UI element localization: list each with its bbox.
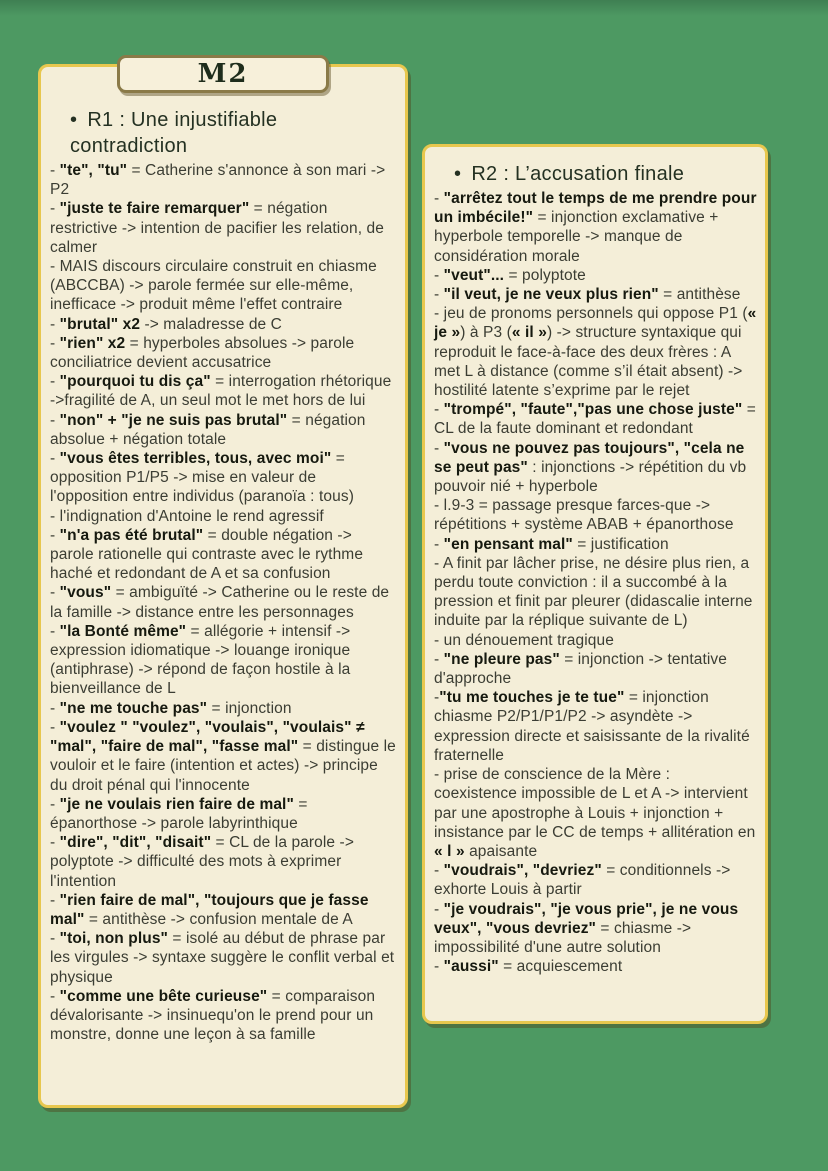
note-quote: "tu me touches je te tue" — [439, 689, 625, 707]
note-quote: "voudrais", "devriez" — [443, 862, 602, 880]
note-item — [434, 496, 757, 534]
note-text: apaisante — [464, 842, 538, 860]
card-r1-title — [50, 107, 397, 159]
note-text: = négation absolue + négation totale — [50, 411, 366, 448]
note-item — [50, 315, 397, 334]
note-quote: "pourquoi tu dis ça" — [59, 373, 211, 391]
note-item — [50, 411, 397, 449]
note-item — [434, 535, 757, 554]
card-r2 — [422, 144, 768, 1024]
note-text: - MAIS discours circulaire construit en chiasme (ABCCBA) -> parole fermée sur elle-même, inefficace -> produit même l'effet contraire — [50, 258, 377, 314]
note-item — [434, 554, 757, 631]
note-item — [434, 957, 757, 976]
note-quote: "trompé", "faute","pas une chose juste" — [443, 401, 743, 419]
note-item — [434, 650, 757, 688]
note-text: - — [50, 622, 60, 640]
note-quote: "te", "tu" — [59, 162, 128, 179]
note-text: - — [50, 334, 60, 352]
note-text: - — [50, 162, 60, 179]
note-text: = chiasme -> impossibilité d'une autre solution — [434, 919, 692, 956]
note-quote: "veut"... — [443, 266, 505, 284]
note-quote: "arrêtez tout le temps de me prendre pour un imbécile!" — [434, 190, 757, 227]
note-text: = CL de la faute dominant et redondant — [434, 401, 756, 438]
note-item — [50, 987, 397, 1045]
note-text: - — [50, 411, 60, 429]
note-item — [434, 861, 757, 899]
note-quote: "comme une bête curieuse" — [59, 987, 268, 1005]
card-r2-items — [434, 189, 757, 976]
note-text: = interrogation rhétorique ->fragilité de A, un seul mot le met hors de lui — [50, 373, 392, 410]
note-text: = injonction chiasme P2/P1/P1/P2 -> asyndète -> expression directe et saisissante de la rivalité fraternelle — [434, 689, 750, 764]
note-item — [434, 688, 757, 765]
note-item — [434, 765, 757, 861]
note-item — [50, 833, 397, 891]
note-text: = injonction — [207, 699, 292, 717]
note-text: - — [50, 891, 60, 909]
note-text: = isolé au début de phrase par les virgules -> syntaxe suggère le conflit verbal et physique — [50, 930, 395, 986]
note-quote: « il » — [511, 324, 547, 342]
note-item — [50, 334, 397, 372]
card-r2-title-text: R2 : L’accusation finale — [471, 163, 685, 185]
note-text: = conditionnels -> exhorte Louis à partir — [434, 862, 731, 899]
note-text: - — [50, 834, 60, 852]
note-text: - — [434, 286, 444, 304]
note-item — [434, 900, 757, 958]
note-text: - — [50, 373, 60, 391]
note-text: = hyperboles absolues -> parole conciliatrice devient accusatrice — [50, 334, 355, 372]
note-item — [434, 304, 757, 400]
note-text: = épanorthose -> parole labyrinthique — [50, 795, 308, 832]
note-text: - — [434, 862, 444, 880]
note-text: = justification — [572, 535, 669, 553]
note-item — [50, 795, 397, 833]
note-item — [50, 526, 397, 584]
note-text: = Catherine s'annonce à son mari -> P2 — [50, 162, 386, 199]
note-quote: "la Bonté même" — [59, 622, 187, 640]
note-item — [50, 699, 397, 718]
note-item — [50, 891, 397, 929]
note-text: : injonctions -> répétition du vb pouvoir nié + hyperbole — [434, 458, 747, 496]
note-quote: "vous" — [59, 584, 112, 602]
note-text: - — [50, 315, 60, 333]
note-text: - — [434, 900, 444, 918]
note-text: = injonction exclamative + hyperbole temporelle -> manque de considération morale — [434, 209, 719, 265]
note-text: - — [50, 699, 60, 717]
bullet-icon: • — [454, 163, 462, 185]
note-text: = allégorie + intensif -> expression idiomatique -> louange ironique (antiphrase) -> répond de façon hostile à la bienveillance de L — [50, 622, 351, 698]
note-quote: "vous ne pouvez pas toujours", "cela ne se peut pas" — [434, 439, 745, 476]
m2-badge-label: M2 — [197, 59, 249, 89]
note-text: - — [434, 650, 444, 668]
note-quote: "juste te faire remarquer" — [59, 200, 250, 218]
note-item — [50, 622, 397, 699]
note-text: = antithèse — [658, 286, 741, 304]
note-item — [434, 266, 757, 285]
note-item — [50, 199, 397, 257]
note-text: = double négation -> parole rationelle qui contraste avec le rythme haché et redondant de A et sa confusion — [50, 526, 364, 583]
note-text: = CL de la parole -> polyptote -> difficulté des mots à exprimer l'intention — [50, 834, 354, 890]
note-text: = antithèse -> confusion mentale de A — [84, 910, 353, 928]
card-r1-title-text: R1 : Une injustifiable contradiction — [70, 109, 278, 157]
m2-badge — [117, 55, 329, 93]
note-text: -> maladresse de C — [140, 315, 282, 333]
note-quote: "brutal" x2 — [59, 315, 141, 333]
note-text: - jeu de pronoms personnels qui oppose P1 ( — [434, 305, 748, 323]
note-text: - — [434, 266, 444, 284]
note-quote: "aussi" — [443, 958, 499, 976]
note-quote: « je » — [434, 305, 757, 342]
note-text: - — [50, 584, 60, 602]
note-item — [434, 631, 757, 650]
note-quote: "voulez " "voulez", "voulais", "voulais" ≠ "mal", "faire de mal", "fasse mal" — [50, 718, 365, 756]
note-text: - l.9-3 = passage presque farces-que -> répétitions + système ABAB + épanorthose — [434, 497, 734, 534]
note-quote: "n'a pas été brutal" — [59, 526, 204, 544]
note-text: ) -> structure syntaxique qui reproduit le face-à-face des deux frères : A met L à distance (comme s’il était absent) -> hostilité latente s’exprime par le rejet — [434, 324, 743, 400]
note-text: - — [434, 535, 444, 553]
note-text: - — [50, 718, 60, 736]
note-quote: "ne me touche pas" — [59, 699, 208, 717]
note-text: ) à P3 ( — [460, 324, 512, 342]
note-text: - prise de conscience de la Mère : coexistence impossible de L et A -> intervient par une apostrophe à Louis + injonction + insistance par le CC de temps + allitération en — [434, 766, 756, 841]
note-text: = opposition P1/P5 -> mise en valeur de l'opposition entre individus (paranoïa : tous) — [50, 450, 354, 506]
note-quote: "non" + "je ne suis pas brutal" — [59, 411, 288, 429]
note-item — [50, 161, 397, 199]
note-text: = négation restrictive -> intention de pacifier les relation, de calmer — [50, 200, 384, 256]
note-quote: "je ne voulais rien faire de mal" — [59, 795, 294, 813]
note-item — [50, 449, 397, 507]
note-item — [50, 257, 397, 315]
note-text: - — [434, 190, 444, 207]
note-text: - A finit par lâcher prise, ne désire plus rien, a perdu toute conviction : il a succombé à la pression et finit par pleurer (didascalie interne induite par la réplique suivante de L) — [434, 554, 753, 630]
note-text: - — [50, 930, 60, 948]
note-quote: "vous êtes terribles, tous, avec moi" — [59, 450, 332, 468]
note-quote: "il veut, je ne veux plus rien" — [443, 286, 659, 304]
note-item — [434, 400, 757, 438]
note-text: - — [434, 958, 444, 976]
note-quote: "dire", "dit", "disait" — [59, 834, 212, 852]
card-r2-title — [434, 161, 757, 187]
note-item — [50, 372, 397, 410]
bullet-icon: • — [70, 109, 78, 131]
note-item — [50, 507, 397, 526]
note-item — [434, 189, 757, 266]
note-text: = distingue le vouloir et le faire (intention et actes) -> principe du droit pénal qui l'innocente — [50, 738, 396, 794]
card-r1-items — [50, 161, 397, 1044]
note-item — [50, 583, 397, 621]
note-text: - — [434, 689, 440, 707]
note-text: - un dénouement tragique — [434, 631, 614, 649]
note-quote: "rien" x2 — [59, 334, 126, 352]
note-text: - — [50, 795, 60, 813]
note-item — [434, 285, 757, 304]
note-item — [50, 929, 397, 987]
note-quote: "je voudrais", "je vous prie", je ne vous veux", "vous devriez" — [434, 900, 739, 937]
card-r1 — [38, 64, 408, 1108]
note-quote: "en pensant mal" — [443, 535, 573, 553]
note-text: - — [50, 450, 60, 468]
note-text: - — [50, 987, 60, 1005]
note-text: = polyptote — [504, 266, 586, 284]
note-text: - — [434, 439, 444, 457]
note-text: - — [50, 200, 60, 218]
note-text: = acquiescement — [498, 958, 623, 976]
note-text: - l'indignation d'Antoine le rend agressif — [50, 507, 324, 525]
note-item — [50, 718, 397, 795]
note-text: = injonction -> tentative d'approche — [434, 650, 727, 688]
note-quote: "toi, non plus" — [59, 930, 168, 948]
note-item — [434, 439, 757, 497]
note-text: - — [434, 401, 444, 419]
note-text: = comparaison dévalorisante -> insinuequ'on le prend pour un monstre, donne une leçon à sa famille — [50, 987, 376, 1044]
note-quote: "ne pleure pas" — [443, 650, 560, 668]
note-text: - — [50, 526, 60, 544]
note-quote: "rien faire de mal", "toujours que je fasse mal" — [50, 891, 369, 928]
note-text: = ambiguïté -> Catherine ou le reste de la famille -> distance entre les personnages — [50, 584, 390, 621]
note-quote: « l » — [434, 842, 465, 860]
